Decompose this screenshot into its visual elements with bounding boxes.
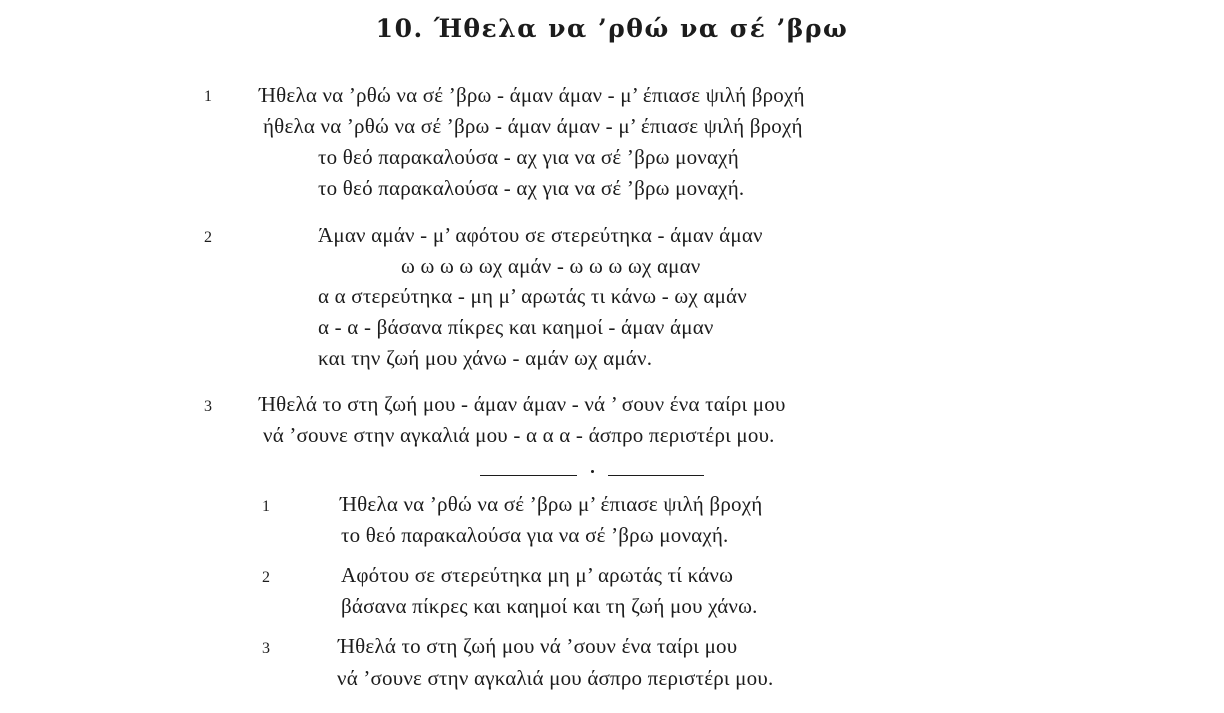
- lyric-line: Άμαν αμάν - μ’ αφότου σε στερεύτηκα - άμαν άμαν: [318, 223, 763, 247]
- lyric-line: ω ω ω ω ωχ αμάν - ω ω ω ωχ αμαν: [401, 254, 701, 278]
- poem-stanza-number: 1: [262, 498, 270, 515]
- lyric-line: Ήθελά το στη ζωή μου - άμαν άμαν - νά ’ σουν ένα ταίρι μου: [259, 392, 786, 416]
- lyric-line: το θεό παρακαλούσα - αχ για να σέ ’βρω μοναχή: [318, 145, 739, 169]
- song-title: 10. Ήθελα να ’ρθώ να σέ ’βρω: [375, 14, 849, 43]
- lyric-line: Ήθελα να ’ρθώ να σέ ’βρω - άμαν άμαν - μ’ έπιασε ψιλή βροχή: [259, 83, 805, 107]
- stanza-number: 3: [204, 398, 212, 415]
- poem-line: βάσανα πίκρες και καημοί και τη ζωή μου χάνω.: [341, 594, 758, 618]
- lyric-line: και την ζωή μου χάνω - αμάν ωχ αμάν.: [318, 346, 653, 370]
- separator-rule-right: [608, 475, 704, 476]
- separator-dot: [591, 470, 594, 473]
- poem-line: Ήθελά το στη ζωή μου νά ’σουν ένα ταίρι μου: [338, 634, 738, 658]
- separator-rule-left: [480, 475, 577, 476]
- poem-line: Αφότου σε στερεύτηκα μη μ’ αρωτάς τί κάνω: [341, 563, 734, 587]
- poem-line: το θεό παρακαλούσα για να σέ ’βρω μοναχή.: [341, 523, 729, 547]
- lyric-line: το θεό παρακαλούσα - αχ για να σέ ’βρω μοναχή.: [318, 176, 745, 200]
- poem-line: νά ’σουνε στην αγκαλιά μου άσπρο περιστέρι μου.: [337, 666, 774, 690]
- lyric-line: νά ’σουνε στην αγκαλιά μου - α α α - άσπρο περιστέρι μου.: [263, 423, 775, 447]
- poem-stanza-number: 3: [262, 640, 270, 657]
- lyric-line: α α στερεύτηκα - μη μ’ αρωτάς τι κάνω - ωχ αμάν: [318, 284, 747, 308]
- stanza-number: 2: [204, 229, 212, 246]
- poem-line: Ήθελα να ’ρθώ να σέ ’βρω μ’ έπιασε ψιλή βροχή: [340, 492, 763, 516]
- poem-stanza-number: 2: [262, 569, 270, 586]
- lyric-line: α - α - βάσανα πίκρες και καημοί - άμαν άμαν: [318, 315, 714, 339]
- lyric-line: ήθελα να ’ρθώ να σέ ’βρω - άμαν άμαν - μ’ έπιασε ψιλή βροχή: [263, 114, 803, 138]
- stanza-number: 1: [204, 88, 212, 105]
